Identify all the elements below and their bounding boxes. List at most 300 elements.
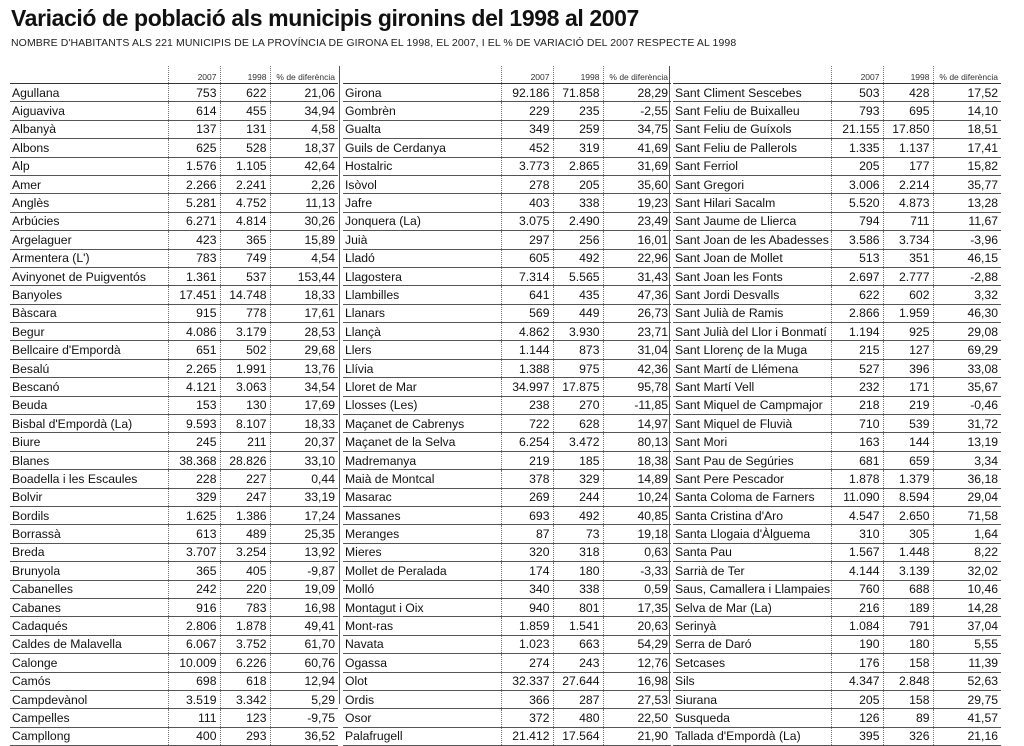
header-percent-difference: % de diferència: [603, 66, 671, 84]
population-1998: 158: [883, 654, 933, 672]
population-1998: 3.063: [220, 378, 270, 396]
population-2007: 1.859: [501, 617, 553, 635]
table-row: [673, 341, 1001, 359]
municipality-name: Llanars: [343, 304, 501, 322]
population-2007: 794: [831, 212, 883, 230]
population-1998: 3.139: [883, 562, 933, 580]
percent-difference: 23,49: [603, 212, 671, 230]
municipality-name: Albons: [10, 139, 168, 157]
population-table: [343, 66, 671, 746]
population-2007: 569: [501, 304, 553, 322]
percent-difference: 95,78: [603, 378, 671, 396]
population-2007: 614: [168, 102, 220, 120]
percent-difference: 60,76: [270, 654, 338, 672]
population-2007: 4.121: [168, 378, 220, 396]
municipality-name: Girona: [343, 84, 501, 102]
table-row: [673, 231, 1001, 249]
header-percent-difference: % de diferència: [270, 66, 338, 84]
population-1998: 180: [553, 562, 603, 580]
population-1998: 2.650: [883, 506, 933, 524]
percent-difference: 18,33: [270, 415, 338, 433]
population-2007: 916: [168, 598, 220, 616]
page-subtitle: NOMBRE D'HABITANTS ALS 221 MUNICIPIS DE LA PROVÍNCIA DE GIRONA EL 1998, EL 2007, I EL % DE VARIACIÓ DEL 2007 RESPECTE AL 1998: [11, 37, 737, 49]
percent-difference: 35,60: [603, 175, 671, 193]
percent-difference: 14,89: [603, 470, 671, 488]
percent-difference: 0,59: [603, 580, 671, 598]
table-row: [10, 433, 338, 451]
population-1998: 801: [553, 598, 603, 616]
population-2007: 228: [168, 470, 220, 488]
population-1998: 502: [220, 341, 270, 359]
population-2007: 349: [501, 120, 553, 138]
municipality-name: Ogassa: [343, 654, 501, 672]
percent-difference: 18,38: [603, 451, 671, 469]
population-1998: 89: [883, 709, 933, 727]
population-2007: 3.707: [168, 543, 220, 561]
table-row: [10, 194, 338, 212]
table-row: [343, 359, 671, 377]
population-1998: 211: [220, 433, 270, 451]
percent-difference: 10,46: [933, 580, 1001, 598]
municipality-name: Borrassà: [10, 525, 168, 543]
table-row: [673, 304, 1001, 322]
population-1998: 338: [553, 580, 603, 598]
table-row: [10, 415, 338, 433]
table-row: [343, 488, 671, 506]
percent-difference: 11,13: [270, 194, 338, 212]
population-2007: 400: [168, 727, 220, 745]
population-2007: 274: [501, 654, 553, 672]
percent-difference: 19,18: [603, 525, 671, 543]
population-1998: 17.850: [883, 120, 933, 138]
population-2007: 3.586: [831, 231, 883, 249]
table-header-row: [10, 66, 338, 84]
table-row: [673, 84, 1001, 102]
population-1998: 3.752: [220, 635, 270, 653]
percent-difference: 23,71: [603, 323, 671, 341]
table-row: [673, 635, 1001, 653]
percent-difference: 52,63: [933, 672, 1001, 690]
municipality-name: Meranges: [343, 525, 501, 543]
table-row: [10, 286, 338, 304]
table-row: [343, 175, 671, 193]
population-1998: 180: [883, 635, 933, 653]
population-2007: 2.697: [831, 267, 883, 285]
population-1998: 873: [553, 341, 603, 359]
percent-difference: 69,29: [933, 341, 1001, 359]
table-row: [10, 506, 338, 524]
table-row: [343, 451, 671, 469]
municipality-name: Santa Llogaia d'Àlguema: [673, 525, 831, 543]
population-2007: 232: [831, 378, 883, 396]
population-2007: 278: [501, 175, 553, 193]
tables-container: [10, 66, 1016, 744]
percent-difference: 34,54: [270, 378, 338, 396]
percent-difference: 12,94: [270, 672, 338, 690]
population-2007: 245: [168, 433, 220, 451]
population-2007: 216: [831, 598, 883, 616]
percent-difference: 35,67: [933, 378, 1001, 396]
municipality-name: Sant Gregori: [673, 175, 831, 193]
municipality-name: Argelaguer: [10, 231, 168, 249]
population-1998: 539: [883, 415, 933, 433]
percent-difference: 29,04: [933, 488, 1001, 506]
percent-difference: 37,04: [933, 617, 1001, 635]
percent-difference: 25,35: [270, 525, 338, 543]
population-1998: 318: [553, 543, 603, 561]
percent-difference: 0,63: [603, 543, 671, 561]
population-1998: 17.875: [553, 378, 603, 396]
municipality-name: Albanyà: [10, 120, 168, 138]
table-row: [343, 635, 671, 653]
population-2007: 698: [168, 672, 220, 690]
table-row: [10, 249, 338, 267]
municipality-name: Armentera (L'): [10, 249, 168, 267]
municipality-name: Santa Coloma de Farners: [673, 488, 831, 506]
table-column-2: [343, 66, 671, 746]
municipality-name: Saus, Camallera i Llampaies: [673, 580, 831, 598]
table-row: [673, 562, 1001, 580]
population-2007: 3.006: [831, 175, 883, 193]
population-1998: 602: [883, 286, 933, 304]
municipality-name: Ordis: [343, 690, 501, 708]
municipality-name: Olot: [343, 672, 501, 690]
municipality-name: Sant Hilari Sacalm: [673, 194, 831, 212]
municipality-name: Sant Martí de Llémena: [673, 359, 831, 377]
column-divider: [339, 66, 340, 704]
population-1998: 8.107: [220, 415, 270, 433]
population-2007: 940: [501, 598, 553, 616]
municipality-name: Sant Jordi Desvalls: [673, 286, 831, 304]
population-2007: 365: [168, 562, 220, 580]
header-percent-difference: % de diferència: [933, 66, 1001, 84]
population-1998: 177: [883, 157, 933, 175]
municipality-name: Bordils: [10, 506, 168, 524]
population-1998: 158: [883, 690, 933, 708]
percent-difference: 17,52: [933, 84, 1001, 102]
municipality-name: Sant Pau de Segúries: [673, 451, 831, 469]
population-1998: 2.214: [883, 175, 933, 193]
municipality-name: Juià: [343, 231, 501, 249]
population-1998: 6.226: [220, 654, 270, 672]
percent-difference: 17,24: [270, 506, 338, 524]
table-row: [673, 267, 1001, 285]
population-1998: 783: [220, 598, 270, 616]
percent-difference: 11,39: [933, 654, 1001, 672]
population-2007: 366: [501, 690, 553, 708]
municipality-name: Mollet de Peralada: [343, 562, 501, 580]
percent-difference: 14,10: [933, 102, 1001, 120]
municipality-name: Sant Pere Pescador: [673, 470, 831, 488]
population-2007: 238: [501, 396, 553, 414]
population-2007: 613: [168, 525, 220, 543]
population-1998: 3.472: [553, 433, 603, 451]
municipality-name: Serra de Daró: [673, 635, 831, 653]
table-row: [673, 194, 1001, 212]
population-1998: 489: [220, 525, 270, 543]
percent-difference: 29,08: [933, 323, 1001, 341]
percent-difference: 28,29: [603, 84, 671, 102]
population-1998: 622: [220, 84, 270, 102]
table-row: [673, 525, 1001, 543]
population-2007: 2.265: [168, 359, 220, 377]
municipality-name: Sant Joan de Mollet: [673, 249, 831, 267]
population-1998: 492: [553, 506, 603, 524]
population-2007: 753: [168, 84, 220, 102]
table-row: [10, 359, 338, 377]
population-1998: 123: [220, 709, 270, 727]
population-1998: 319: [553, 139, 603, 157]
municipality-name: Bescanó: [10, 378, 168, 396]
population-1998: 127: [883, 341, 933, 359]
population-1998: 449: [553, 304, 603, 322]
population-2007: 269: [501, 488, 553, 506]
municipality-name: Avinyonet de Puigventós: [10, 267, 168, 285]
population-2007: 783: [168, 249, 220, 267]
population-2007: 2.806: [168, 617, 220, 635]
population-1998: 405: [220, 562, 270, 580]
table-row: [673, 415, 1001, 433]
population-2007: 1.878: [831, 470, 883, 488]
population-2007: 513: [831, 249, 883, 267]
table-row: [673, 580, 1001, 598]
table-row: [673, 470, 1001, 488]
table-row: [343, 543, 671, 561]
percent-difference: 41,69: [603, 139, 671, 157]
percent-difference: 3,34: [933, 451, 1001, 469]
percent-difference: 8,22: [933, 543, 1001, 561]
table-row: [343, 378, 671, 396]
table-row: [10, 598, 338, 616]
table-row: [343, 286, 671, 304]
percent-difference: 31,04: [603, 341, 671, 359]
table-row: [10, 562, 338, 580]
percent-difference: 17,41: [933, 139, 1001, 157]
population-2007: 7.314: [501, 267, 553, 285]
population-1998: 3.734: [883, 231, 933, 249]
percent-difference: 41,57: [933, 709, 1001, 727]
population-2007: 153: [168, 396, 220, 414]
municipality-name: Arbúcies: [10, 212, 168, 230]
percent-difference: 15,89: [270, 231, 338, 249]
population-1998: 695: [883, 102, 933, 120]
population-2007: 176: [831, 654, 883, 672]
municipality-name: Sant Martí Vell: [673, 378, 831, 396]
population-1998: 256: [553, 231, 603, 249]
header-1998: 1998: [553, 66, 603, 84]
municipality-name: Bolvir: [10, 488, 168, 506]
population-2007: 111: [168, 709, 220, 727]
municipality-name: Lladó: [343, 249, 501, 267]
municipality-name: Massanes: [343, 506, 501, 524]
population-1998: 925: [883, 323, 933, 341]
table-row: [343, 212, 671, 230]
municipality-name: Maçanet de la Selva: [343, 433, 501, 451]
header-1998: 1998: [220, 66, 270, 84]
percent-difference: 14,97: [603, 415, 671, 433]
population-2007: 378: [501, 470, 553, 488]
table-row: [343, 562, 671, 580]
header-municipality: [673, 66, 831, 84]
municipality-name: Bàscara: [10, 304, 168, 322]
population-1998: 528: [220, 139, 270, 157]
population-2007: 9.593: [168, 415, 220, 433]
population-2007: 6.067: [168, 635, 220, 653]
table-row: [10, 451, 338, 469]
population-1998: 17.564: [553, 727, 603, 745]
municipality-name: Palafrugell: [343, 727, 501, 745]
table-row: [673, 433, 1001, 451]
municipality-name: Anglès: [10, 194, 168, 212]
table-row: [673, 451, 1001, 469]
population-1998: 1.379: [883, 470, 933, 488]
table-row: [673, 359, 1001, 377]
table-row: [343, 709, 671, 727]
population-1998: 1.959: [883, 304, 933, 322]
percent-difference: 49,41: [270, 617, 338, 635]
table-row: [10, 525, 338, 543]
municipality-name: Gualta: [343, 120, 501, 138]
population-2007: 1.567: [831, 543, 883, 561]
population-table: [10, 66, 338, 746]
percent-difference: 21,16: [933, 727, 1001, 745]
percent-difference: 17,69: [270, 396, 338, 414]
population-2007: 5.281: [168, 194, 220, 212]
percent-difference: 33,19: [270, 488, 338, 506]
percent-difference: 31,69: [603, 157, 671, 175]
municipality-name: Bisbal d'Empordà (La): [10, 415, 168, 433]
table-row: [673, 488, 1001, 506]
table-row: [10, 212, 338, 230]
percent-difference: 4,58: [270, 120, 338, 138]
population-2007: 4.144: [831, 562, 883, 580]
population-1998: 244: [553, 488, 603, 506]
municipality-name: Caldes de Malavella: [10, 635, 168, 653]
table-row: [10, 304, 338, 322]
table-row: [343, 84, 671, 102]
municipality-name: Sant Mori: [673, 433, 831, 451]
municipality-name: Susqueda: [673, 709, 831, 727]
municipality-name: Mont-ras: [343, 617, 501, 635]
population-2007: 395: [831, 727, 883, 745]
table-row: [10, 727, 338, 745]
table-column-3: [673, 66, 1001, 746]
municipality-name: Lloret de Mar: [343, 378, 501, 396]
table-row: [343, 690, 671, 708]
table-row: [673, 396, 1001, 414]
municipality-name: Sant Feliu de Pallerols: [673, 139, 831, 157]
municipality-name: Sant Feliu de Guíxols: [673, 120, 831, 138]
percent-difference: 46,15: [933, 249, 1001, 267]
population-1998: 326: [883, 727, 933, 745]
population-1998: 293: [220, 727, 270, 745]
municipality-name: Llosses (Les): [343, 396, 501, 414]
population-1998: 749: [220, 249, 270, 267]
municipality-name: Sant Julià del Llor i Bonmatí: [673, 323, 831, 341]
table-row: [673, 286, 1001, 304]
table-row: [343, 157, 671, 175]
population-1998: 14.748: [220, 286, 270, 304]
municipality-name: Serinyà: [673, 617, 831, 635]
percent-difference: 10,24: [603, 488, 671, 506]
percent-difference: 42,64: [270, 157, 338, 175]
population-1998: 2.241: [220, 175, 270, 193]
header-2007: 2007: [501, 66, 553, 84]
municipality-name: Cabanelles: [10, 580, 168, 598]
municipality-name: Mieres: [343, 543, 501, 561]
municipality-name: Osor: [343, 709, 501, 727]
population-1998: 4.873: [883, 194, 933, 212]
percent-difference: 22,96: [603, 249, 671, 267]
municipality-name: Cabanes: [10, 598, 168, 616]
percent-difference: 18,51: [933, 120, 1001, 138]
population-2007: 2.266: [168, 175, 220, 193]
percent-difference: 13,92: [270, 543, 338, 561]
population-1998: 247: [220, 488, 270, 506]
population-1998: 791: [883, 617, 933, 635]
municipality-name: Boadella i les Escaules: [10, 470, 168, 488]
municipality-name: Beuda: [10, 396, 168, 414]
table-row: [673, 120, 1001, 138]
municipality-name: Gombrèn: [343, 102, 501, 120]
table-row: [10, 617, 338, 635]
table-row: [343, 341, 671, 359]
population-2007: 126: [831, 709, 883, 727]
population-2007: 218: [831, 396, 883, 414]
municipality-name: Siurana: [673, 690, 831, 708]
population-1998: 4.814: [220, 212, 270, 230]
municipality-name: Banyoles: [10, 286, 168, 304]
population-2007: 242: [168, 580, 220, 598]
population-1998: 365: [220, 231, 270, 249]
percent-difference: 40,85: [603, 506, 671, 524]
header-municipality: [10, 66, 168, 84]
percent-difference: 34,94: [270, 102, 338, 120]
table-row: [343, 525, 671, 543]
percent-difference: 15,82: [933, 157, 1001, 175]
municipality-name: Maçanet de Cabrenys: [343, 415, 501, 433]
population-2007: 1.194: [831, 323, 883, 341]
population-2007: 4.086: [168, 323, 220, 341]
municipality-name: Calonge: [10, 654, 168, 672]
table-row: [343, 727, 671, 745]
municipality-name: Llers: [343, 341, 501, 359]
population-2007: 681: [831, 451, 883, 469]
table-row: [10, 175, 338, 193]
municipality-name: Molló: [343, 580, 501, 598]
percent-difference: 35,77: [933, 175, 1001, 193]
municipality-name: Llambilles: [343, 286, 501, 304]
population-1998: 435: [553, 286, 603, 304]
municipality-name: Santa Pau: [673, 543, 831, 561]
table-row: [10, 470, 338, 488]
population-2007: 174: [501, 562, 553, 580]
municipality-name: Maià de Montcal: [343, 470, 501, 488]
table-row: [343, 598, 671, 616]
population-2007: 297: [501, 231, 553, 249]
percent-difference: 36,18: [933, 470, 1001, 488]
population-2007: 6.271: [168, 212, 220, 230]
population-2007: 21.155: [831, 120, 883, 138]
percent-difference: 61,70: [270, 635, 338, 653]
municipality-name: Camós: [10, 672, 168, 690]
percent-difference: -9,75: [270, 709, 338, 727]
percent-difference: 30,26: [270, 212, 338, 230]
population-1998: 144: [883, 433, 933, 451]
population-2007: 137: [168, 120, 220, 138]
population-1998: 270: [553, 396, 603, 414]
table-row: [10, 543, 338, 561]
